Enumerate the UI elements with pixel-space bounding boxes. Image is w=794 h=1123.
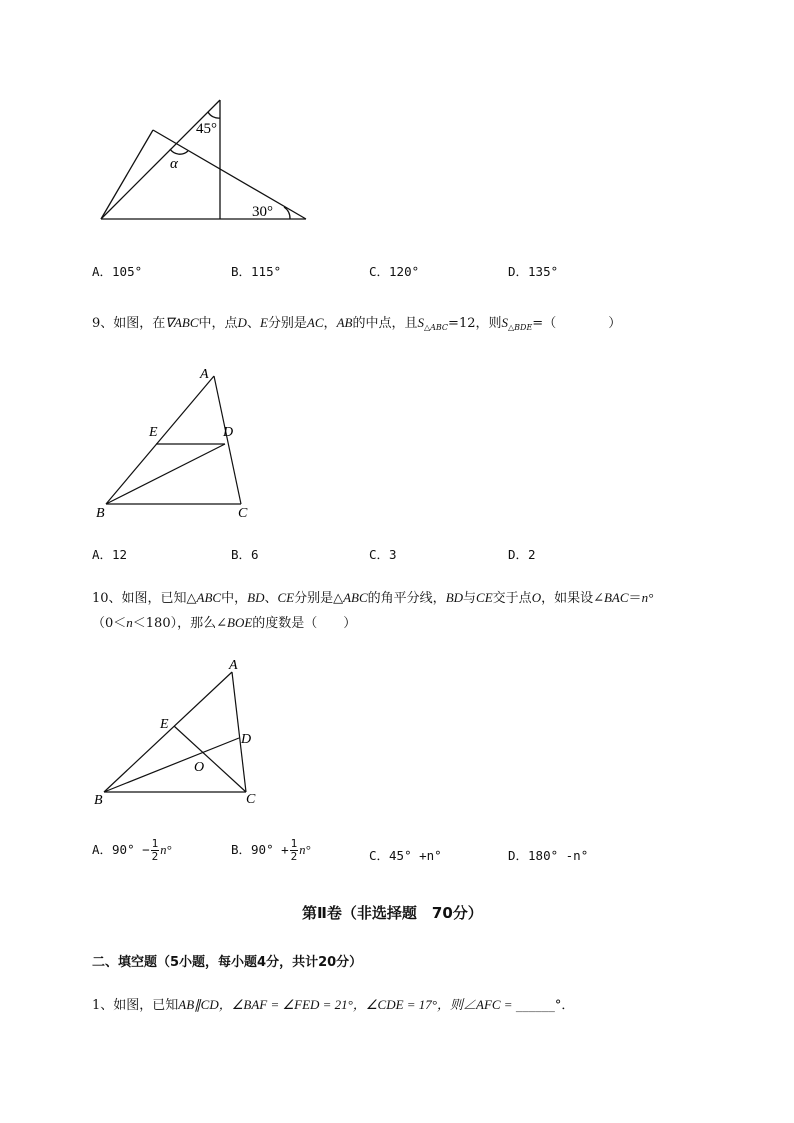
q10-n-deg: n° <box>641 590 654 605</box>
fig9-label-b: B <box>96 506 105 521</box>
fig10-label-c: C <box>246 792 256 807</box>
q10-n: n <box>126 615 133 630</box>
q9-option-a[interactable]: A．12 <box>92 547 128 562</box>
q10-text-a: 10、如图，已知△ <box>92 591 197 606</box>
q10-option-a-denominator: 2 <box>151 850 159 863</box>
fig10-label-b: B <box>94 793 103 808</box>
q9-number: 9、如图，在 <box>92 316 166 331</box>
section-title: 第Ⅱ卷（非选择题 70分） <box>302 904 483 922</box>
q10-stem-line2 <box>92 612 356 631</box>
q10-text-g: ，如果设∠ <box>541 591 604 606</box>
fig10-bisector-ce <box>174 726 246 792</box>
q10-option-b-numerator: 1 <box>290 837 298 850</box>
fig8-alpha-arc <box>170 149 188 154</box>
q10-angle-boe: BOE <box>227 615 253 630</box>
q10-text-h: ＝ <box>628 591 642 606</box>
q9-figure <box>92 362 262 522</box>
fig10-label-e: E <box>160 717 169 732</box>
q10-option-b-fraction <box>290 838 299 863</box>
q10-point-o: O <box>531 590 542 605</box>
q10-ce-2: CE <box>476 590 493 605</box>
fill-q1-conditions: ，∠BAF = ∠FED = 21°，∠CDE = 17°，则∠AFC = <box>218 997 516 1012</box>
q9-point-e: E <box>259 315 268 330</box>
q10-triangle-2: ABC <box>343 590 368 605</box>
fig10-label-d: D <box>241 732 252 747</box>
fig9-label-d: D <box>223 425 234 440</box>
q10-option-a-fraction <box>151 838 160 863</box>
q10-option-a-numerator: 1 <box>151 837 159 850</box>
q9-seg-ab: AB <box>336 315 353 330</box>
fill-q1-prefix: 1、如图，已知 <box>92 998 179 1013</box>
q10-bd-2: BD <box>445 590 464 605</box>
q10-answer-blank: 的度数是（ ） <box>252 616 357 631</box>
fig10-side-ab <box>104 672 232 792</box>
q8-option-d[interactable]: D．135° <box>508 264 559 279</box>
q10-option-b[interactable] <box>231 838 311 863</box>
part2-title: 二、填空题（5小题，每小题4分，共计20分） <box>92 955 363 970</box>
q8-option-b[interactable]: B．115° <box>231 264 282 279</box>
q8-figure <box>96 96 312 226</box>
q10-triangle-1: ABC <box>196 590 222 605</box>
fill-q1-stem <box>92 994 574 1013</box>
fill-q1-answer-blank[interactable]: ______ <box>515 998 555 1013</box>
fig8-label-45: 45° <box>196 121 217 137</box>
q8-option-a[interactable]: A．105° <box>92 264 143 279</box>
q10-figure <box>90 654 270 812</box>
q10-text-b: 中， <box>221 591 248 606</box>
q9-option-b[interactable]: B．6 <box>231 547 259 562</box>
q10-option-b-suffix: n° <box>299 843 311 857</box>
q9-answer-blank: =（ ） <box>532 316 622 331</box>
q9-eq: =12 <box>448 316 476 331</box>
q10-option-b-prefix: B．90° + <box>231 842 289 857</box>
fig10-bisector-bd <box>104 738 239 792</box>
q9-seg-ac: AC <box>306 315 324 330</box>
q10-text-f: 交于点 <box>492 591 532 606</box>
q10-text-j: ＜180），那么∠ <box>132 616 227 631</box>
q9-area-s1-sub: △ABC <box>423 323 449 332</box>
fig9-segment-bd <box>106 444 225 504</box>
fig8-label-30: 30° <box>252 204 273 220</box>
q10-text-i: （0＜ <box>92 616 127 631</box>
q9-text-2: 分别是 <box>267 316 307 331</box>
q9-area-s2: S <box>501 315 508 330</box>
q9-sep-2: ， <box>323 316 337 331</box>
fig10-label-a: A <box>229 658 238 673</box>
q9-stem <box>92 312 621 332</box>
q9-option-c[interactable]: C．3 <box>369 547 397 562</box>
q10-option-a-prefix: A．90° − <box>92 842 150 857</box>
q9-area-s2-sub: △BDE <box>508 323 533 332</box>
q10-option-a-suffix: n° <box>160 843 172 857</box>
q9-area-s1: S <box>417 315 424 330</box>
fig8-45-arc <box>208 112 220 118</box>
fig9-label-c: C <box>238 506 248 521</box>
fig10-label-o: O <box>194 760 205 775</box>
fig8-square-hypotenuse <box>101 100 220 219</box>
q10-text-d: 的角平分线， <box>367 591 446 606</box>
fill-q1-parallel: AB∥CD <box>178 997 219 1012</box>
q8-option-c[interactable]: C．120° <box>369 264 420 279</box>
q10-bisector-ce: CE <box>277 590 295 605</box>
fig9-side-ab <box>106 376 214 504</box>
q9-point-d: D <box>237 315 247 330</box>
q10-text-c: 分别是△ <box>294 591 344 606</box>
fig9-label-a: A <box>200 367 209 382</box>
fig9-side-ac <box>214 376 241 504</box>
q10-stem-line1 <box>92 587 653 606</box>
q10-text-e: 与 <box>463 591 477 606</box>
fill-q1-suffix: °． <box>554 998 575 1013</box>
q10-bisector-bd: BD <box>247 590 265 605</box>
q10-option-a[interactable] <box>92 838 172 863</box>
q10-option-c[interactable]: C．45° +n° <box>369 848 442 863</box>
q10-option-b-denominator: 2 <box>290 850 298 863</box>
q9-text-4: ，则 <box>475 316 502 331</box>
q10-sep: 、 <box>264 591 278 606</box>
fig8-label-alpha: α <box>170 156 178 172</box>
q10-angle-bac: BAC <box>603 590 629 605</box>
q9-text-1: 中，点 <box>198 316 238 331</box>
q9-text-3: 的中点，且 <box>352 316 418 331</box>
q10-option-d[interactable]: D．180° -n° <box>508 848 589 863</box>
q9-option-d[interactable]: D．2 <box>508 547 536 562</box>
q9-sep-1: 、 <box>246 316 260 331</box>
q9-triangle: ∇ABC <box>165 315 199 330</box>
fig9-label-e: E <box>149 425 158 440</box>
